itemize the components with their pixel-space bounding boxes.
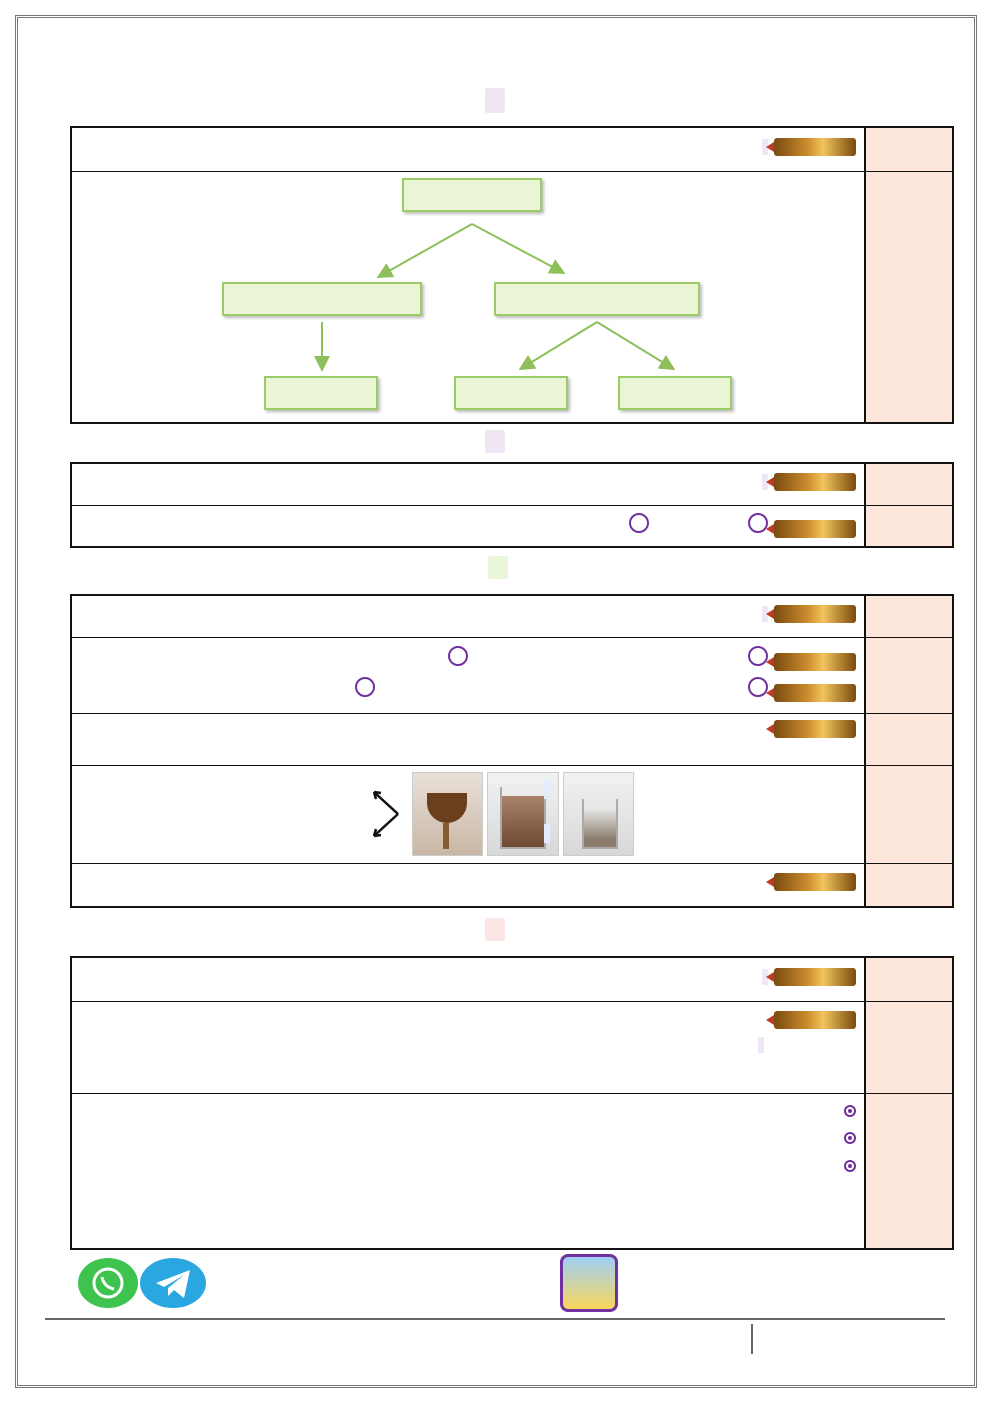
pen-icon (774, 138, 856, 156)
bullet-icon (844, 1160, 856, 1172)
pen-icon (774, 720, 856, 738)
suspensions-table (70, 594, 954, 908)
number-badge (448, 646, 468, 666)
number-badge (748, 677, 768, 697)
row-label (864, 766, 952, 863)
decantation-term (544, 780, 550, 799)
row-label (864, 958, 952, 1001)
colloids-box (454, 376, 568, 410)
types-root-box (402, 178, 542, 212)
mixtures-table (70, 126, 954, 424)
types-diagram (72, 172, 864, 422)
whatsapp-icon (78, 1258, 138, 1308)
mobile-phone-icon (560, 1254, 618, 1312)
heterogeneous-box (494, 282, 700, 316)
row-label (864, 172, 952, 422)
row-label (864, 864, 952, 906)
row-label (864, 128, 952, 171)
row-label (864, 596, 952, 637)
row-label (864, 464, 952, 505)
logo-right (742, 182, 852, 282)
suspensions-box (618, 376, 732, 410)
number-badge (748, 513, 768, 533)
pen-icon (774, 605, 856, 623)
row-label (864, 506, 952, 546)
page-number (743, 1324, 753, 1354)
heterogeneous-heading (485, 430, 505, 453)
pen-icon (774, 473, 856, 491)
suspensions-heading (488, 556, 508, 579)
mixture-definition-row (72, 128, 952, 172)
row-label (864, 1094, 952, 1248)
telegram-icon (140, 1258, 206, 1308)
row-label (864, 714, 952, 765)
thixotropic-heading (485, 918, 505, 941)
pen-icon (774, 684, 856, 702)
pen-icon (774, 968, 856, 986)
decorative-left-column (23, 68, 57, 1308)
pen-icon (774, 653, 856, 671)
bullet-icon (844, 1132, 856, 1144)
decorative-top-row (40, 22, 952, 56)
thixotropic-table (70, 956, 954, 1250)
example-term (834, 1158, 840, 1174)
row-label (864, 1002, 952, 1093)
term (758, 1037, 764, 1053)
filtration-term (544, 824, 550, 843)
example-term (834, 1130, 840, 1146)
number-badge (629, 513, 649, 533)
bullet-icon (844, 1105, 856, 1117)
logo-left (82, 182, 192, 282)
row-label (864, 638, 952, 713)
topic-heading (485, 88, 505, 113)
pen-icon (774, 520, 856, 538)
mixture-types-row (72, 172, 952, 422)
number-badge (355, 677, 375, 697)
number-badge (748, 646, 768, 666)
heterogeneous-table (70, 462, 954, 548)
solutions-box (264, 376, 378, 410)
homogeneous-box (222, 282, 422, 316)
pen-icon (774, 1011, 856, 1029)
pen-icon (774, 873, 856, 891)
footer (45, 1318, 945, 1358)
example-term (834, 1103, 840, 1119)
